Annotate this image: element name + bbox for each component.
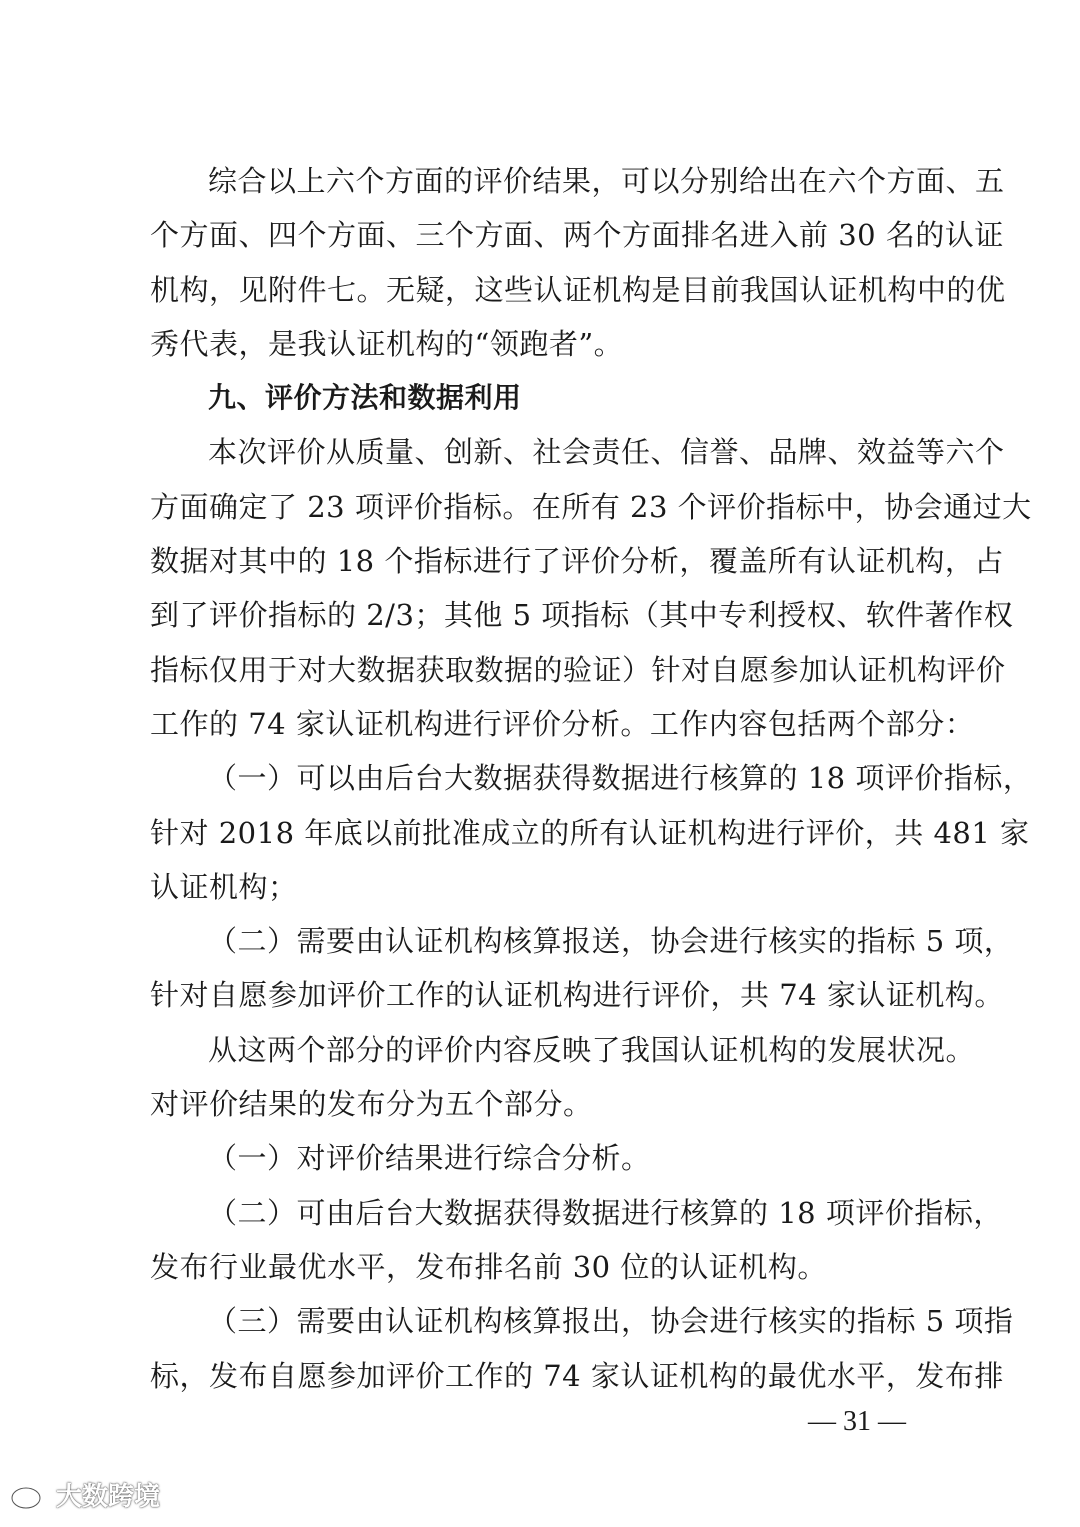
paragraph-line: 秀代表，是我认证机构的“领跑者”。 bbox=[150, 326, 624, 361]
paragraph-line: （二）需要由认证机构核算报送，协会进行核实的指标 5 项， bbox=[208, 924, 1014, 959]
paragraph-line: （三）需要由认证机构核算报出，协会进行核实的指标 5 项指 bbox=[208, 1304, 1014, 1339]
paragraph-line: 个方面、四个方面、三个方面、两个方面排名进入前 30 名的认证 bbox=[150, 218, 1004, 253]
paragraph-line: 本次评价从质量、创新、社会责任、信誉、品牌、效益等六个 bbox=[208, 435, 1005, 470]
paragraph-line: 方面确定了 23 项评价指标。在所有 23 个评价指标中，协会通过大 bbox=[150, 489, 1032, 524]
paragraph-line: 指标仅用于对大数据获取数据的验证）针对自愿参加认证机构评价 bbox=[150, 652, 1006, 687]
paragraph-line: （一）可以由后台大数据获得数据进行核算的 18 项评价指标， bbox=[208, 761, 1033, 796]
section-heading: 九、评价方法和数据利用 bbox=[208, 381, 522, 415]
watermark bbox=[10, 1474, 160, 1514]
paragraph-line: 标，发布自愿参加评价工作的 74 家认证机构的最优水平，发布排 bbox=[150, 1358, 1004, 1393]
paragraph-line: 机构，见附件七。无疑，这些认证机构是目前我国认证机构中的优 bbox=[150, 272, 1006, 307]
weibo-logo-icon bbox=[10, 1478, 50, 1510]
page-number: — 31 — bbox=[808, 1406, 906, 1437]
paragraph-line: 到了评价指标的 2/3；其他 5 项指标（其中专利授权、软件著作权 bbox=[150, 598, 1014, 633]
paragraph-line: 针对 2018 年底以前批准成立的所有认证机构进行评价，共 481 家 bbox=[150, 815, 1030, 850]
paragraph-line: 工作的 74 家认证机构进行评价分析。工作内容包括两个部分： bbox=[150, 706, 975, 741]
paragraph-line: 综合以上六个方面的评价结果，可以分别给出在六个方面、五 bbox=[208, 164, 1005, 198]
paragraph-line: 认证机构； bbox=[150, 869, 298, 904]
document-body bbox=[150, 154, 1033, 1403]
paragraph-line: 发布行业最优水平，发布排名前 30 位的认证机构。 bbox=[150, 1249, 827, 1284]
paragraph-line: 从这两个部分的评价内容反映了我国认证机构的发展状况。 bbox=[208, 1032, 976, 1067]
paragraph-line: （二）可由后台大数据获得数据进行核算的 18 项评价指标， bbox=[208, 1195, 1003, 1230]
paragraph-line: 对评价结果的发布分为五个部分。 bbox=[150, 1087, 593, 1122]
paragraph-line: 数据对其中的 18 个指标进行了评价分析，覆盖所有认证机构，占 bbox=[150, 544, 1004, 579]
watermark-text: 大数跨境 bbox=[56, 1481, 161, 1512]
paragraph-line: 针对自愿参加评价工作的认证机构进行评价，共 74 家认证机构。 bbox=[150, 978, 1004, 1013]
paragraph-line: （一）对评价结果进行综合分析。 bbox=[208, 1141, 651, 1176]
